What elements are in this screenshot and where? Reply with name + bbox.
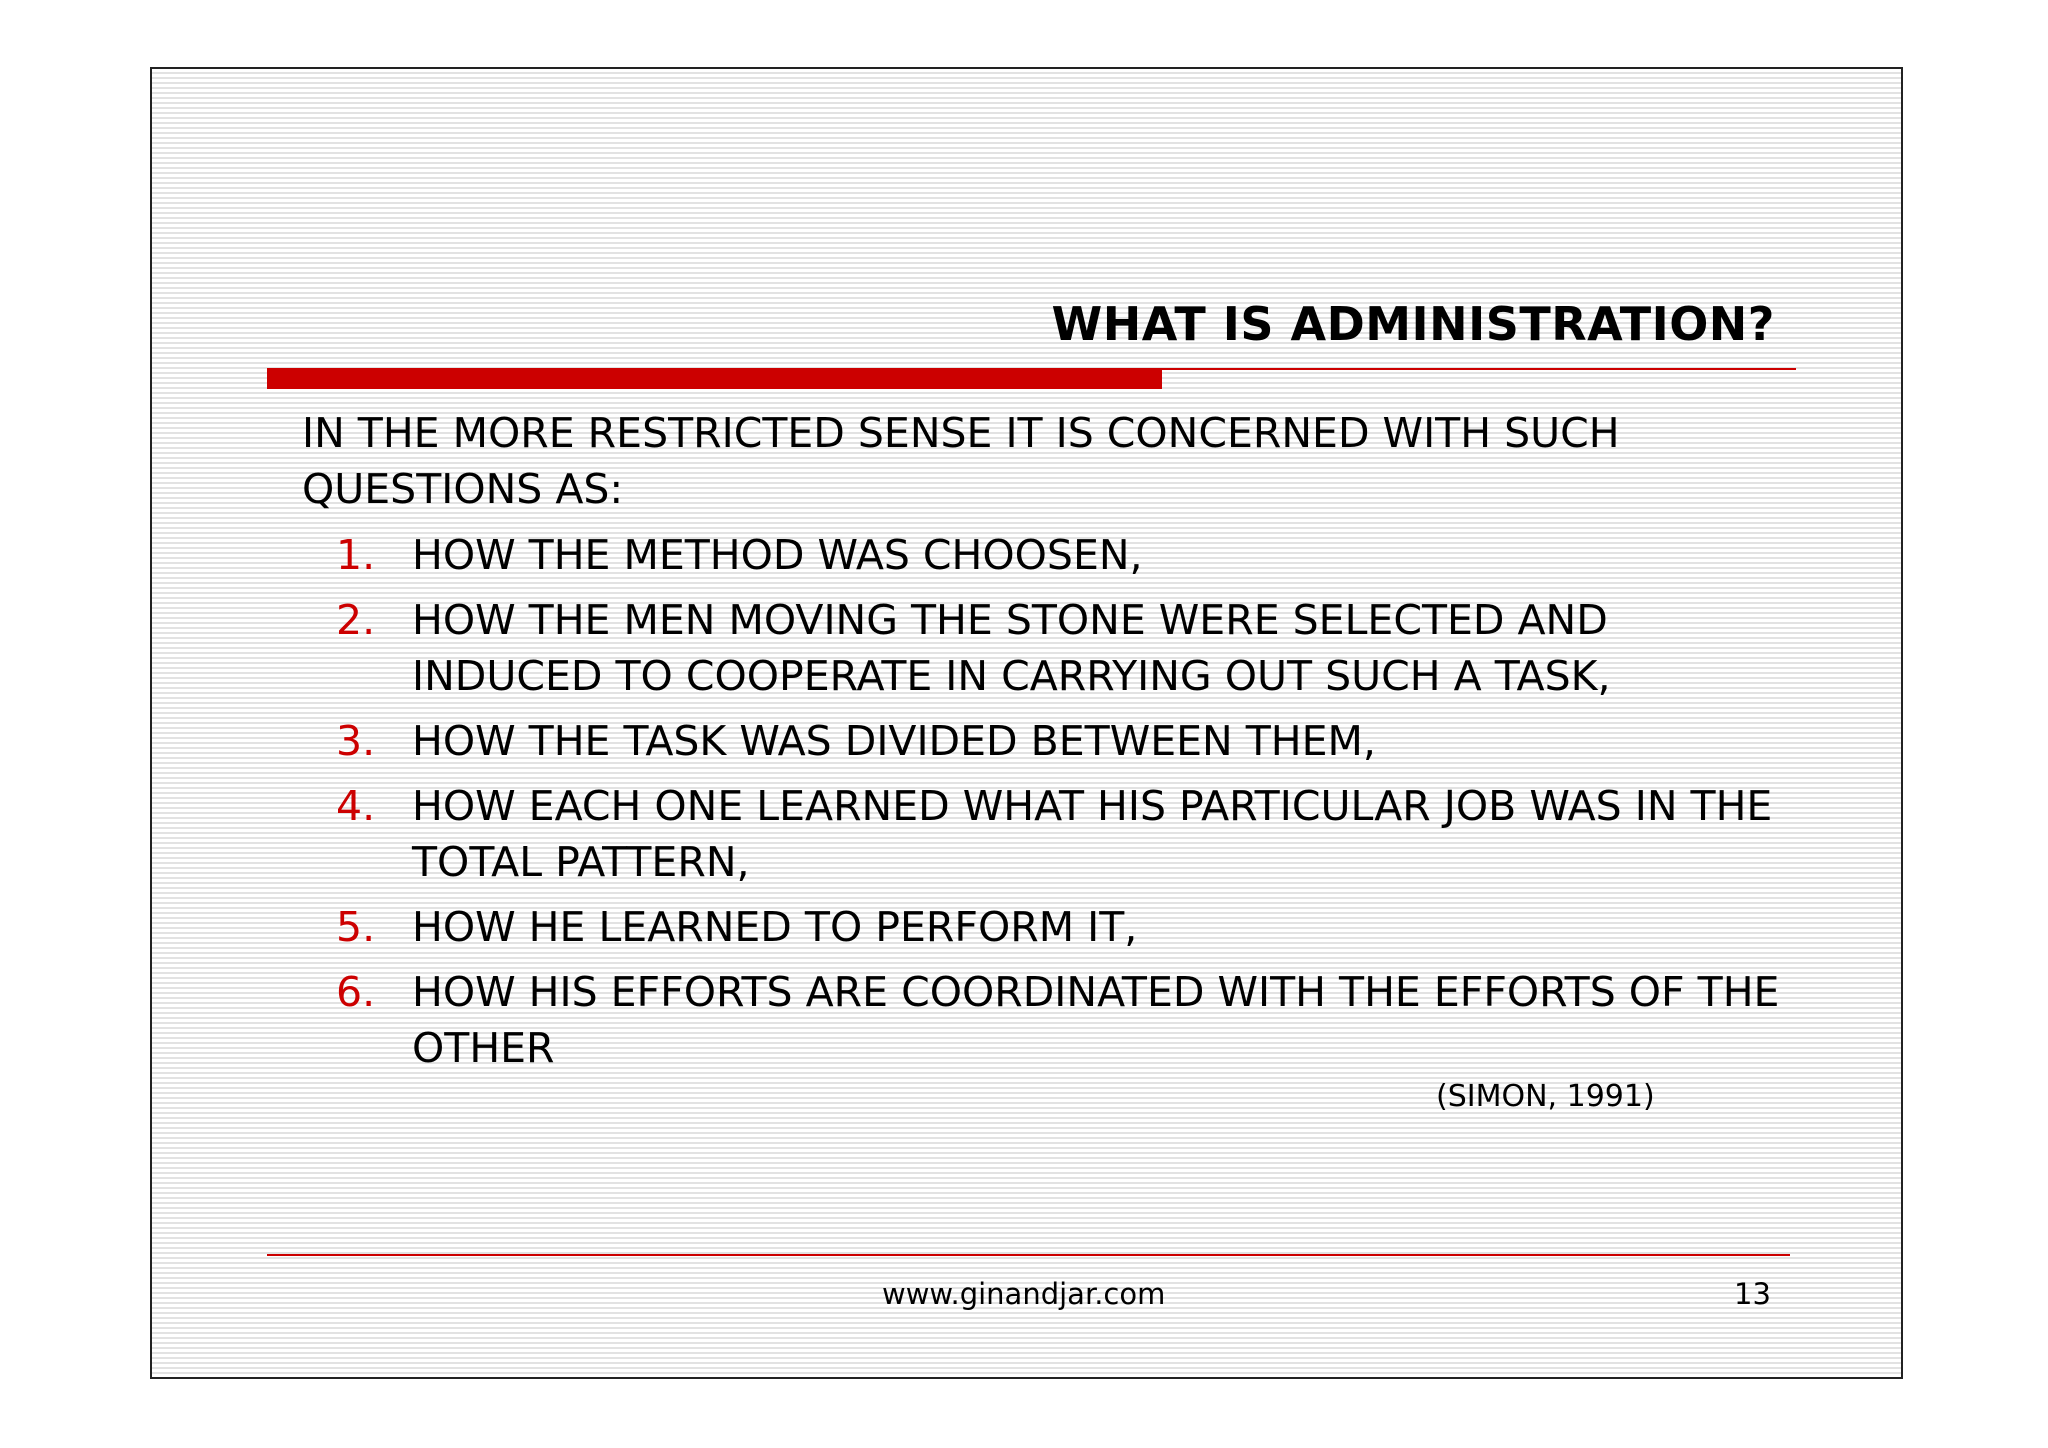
question-list <box>302 527 1802 1076</box>
page-number: 13 <box>1734 1277 1771 1311</box>
list-item-text: HOW EACH ONE LEARNED WHAT HIS PARTICULAR JOB WAS IN THE TOTAL PATTERN, <box>412 782 1773 886</box>
citation: (SIMON, 1991) <box>1436 1079 1655 1114</box>
list-item-text: HOW THE METHOD WAS CHOOSEN, <box>412 531 1143 579</box>
intro-text: IN THE MORE RESTRICTED SENSE IT IS CONCERNED WITH SUCH QUESTIONS AS: <box>302 409 1620 513</box>
list-item-number: 6. <box>336 968 376 1016</box>
list-item-number: 2. <box>336 596 376 644</box>
list-item-text: HOW THE TASK WAS DIVIDED BETWEEN THEM, <box>412 717 1376 765</box>
slide-body <box>302 405 1802 1085</box>
list-item <box>302 964 1802 1076</box>
list-item-text: HOW HE LEARNED TO PERFORM IT, <box>412 903 1138 951</box>
list-item-number: 5. <box>336 903 376 951</box>
slide-frame <box>150 67 1903 1379</box>
footer-url: www.ginandjar.com <box>882 1277 1166 1311</box>
slide-title: WHAT IS ADMINISTRATION? <box>1051 297 1775 351</box>
list-item-text: HOW HIS EFFORTS ARE COORDINATED WITH THE EFFORTS OF THE OTHER <box>412 968 1780 1072</box>
list-item <box>302 778 1802 890</box>
list-item <box>302 713 1802 769</box>
title-underline <box>267 368 1796 370</box>
list-item <box>302 592 1802 704</box>
list-item <box>302 527 1802 583</box>
title-accent-bar <box>267 368 1162 389</box>
footer-divider <box>267 1254 1790 1256</box>
list-item-number: 1. <box>336 531 376 579</box>
list-item <box>302 899 1802 955</box>
list-item-number: 4. <box>336 782 376 830</box>
list-item-number: 3. <box>336 717 376 765</box>
list-item-text: HOW THE MEN MOVING THE STONE WERE SELECTED AND INDUCED TO COOPERATE IN CARRYING OUT SUCH A TASK, <box>412 596 1611 700</box>
